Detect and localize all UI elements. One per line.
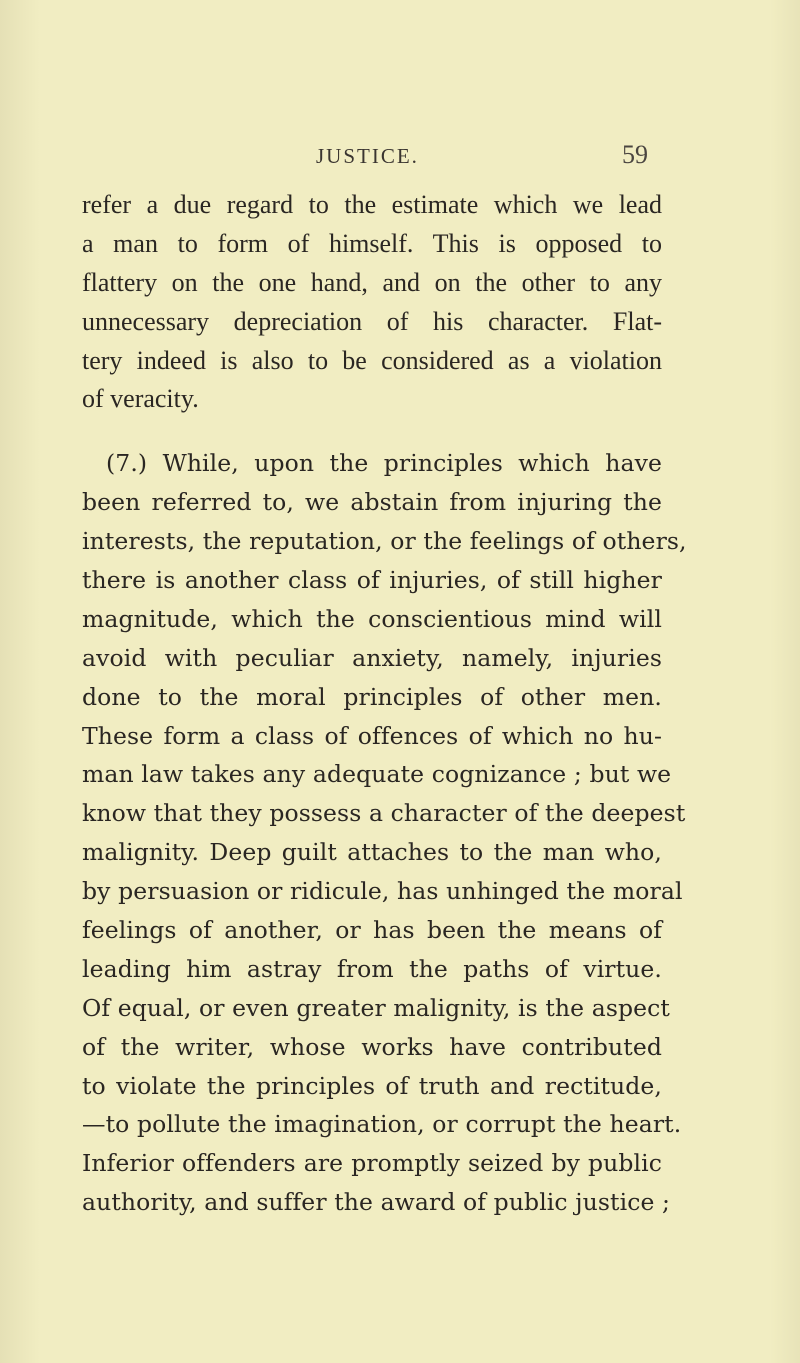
text-line: malignity. Deep guilt attaches to the man who, [82, 838, 662, 867]
text-line: know that they possess a character of the deepest [82, 799, 686, 828]
text-line: tery indeed is also to be considered as a violation [82, 345, 662, 375]
text-line: refer a due regard to the estimate which we lead [82, 190, 662, 219]
text-line: of the writer, whose works have contributed [82, 1032, 662, 1061]
running-title: JUSTICE. [316, 144, 419, 168]
text-line: unnecessary depreciation of his character. Flat- [82, 306, 662, 336]
text-line: Of equal, or even greater malignity, is the aspect [82, 993, 670, 1022]
text-line: to violate the principles of truth and rectitude, [82, 1071, 662, 1100]
running-head [0, 140, 800, 172]
text-line: been referred to, we abstain from injuring the [82, 488, 662, 517]
text-line: magnitude, which the conscientious mind will [82, 604, 662, 633]
text-line: there is another class of injuries, of still higher [82, 566, 662, 595]
text-line: leading him astray from the paths of virtue. [82, 954, 662, 983]
page-number: 59 [622, 140, 648, 169]
text-line: man law takes any adequate cognizance ; but we [82, 760, 672, 789]
paragraph [82, 186, 662, 419]
text-line: feelings of another, or has been the means of [82, 916, 662, 945]
text-line: flattery on the one hand, and on the other to any [82, 267, 662, 297]
text-line: interests, the reputation, or the feelings of others, [82, 527, 687, 556]
text-line: avoid with peculiar anxiety, namely, injuries [82, 643, 662, 672]
text-line: of veracity. [82, 384, 199, 414]
text-line: Inferior offenders are promptly seized by public [82, 1149, 662, 1178]
text-line: authority, and suffer the award of public justice ; [82, 1188, 671, 1217]
paragraph [82, 444, 687, 1222]
text-line: done to the moral principles of other men. [82, 682, 662, 711]
text-line: —to pollute the imagination, or corrupt the heart. [82, 1110, 682, 1139]
text-line: These form a class of offences of which no hu- [82, 721, 662, 750]
body-text [82, 186, 687, 1222]
text-line: (7.) While, upon the principles which have [106, 449, 662, 478]
text-line: a man to form of himself. This is opposed to [82, 228, 662, 258]
text-line: by persuasion or ridicule, has unhinged the moral [82, 877, 683, 906]
